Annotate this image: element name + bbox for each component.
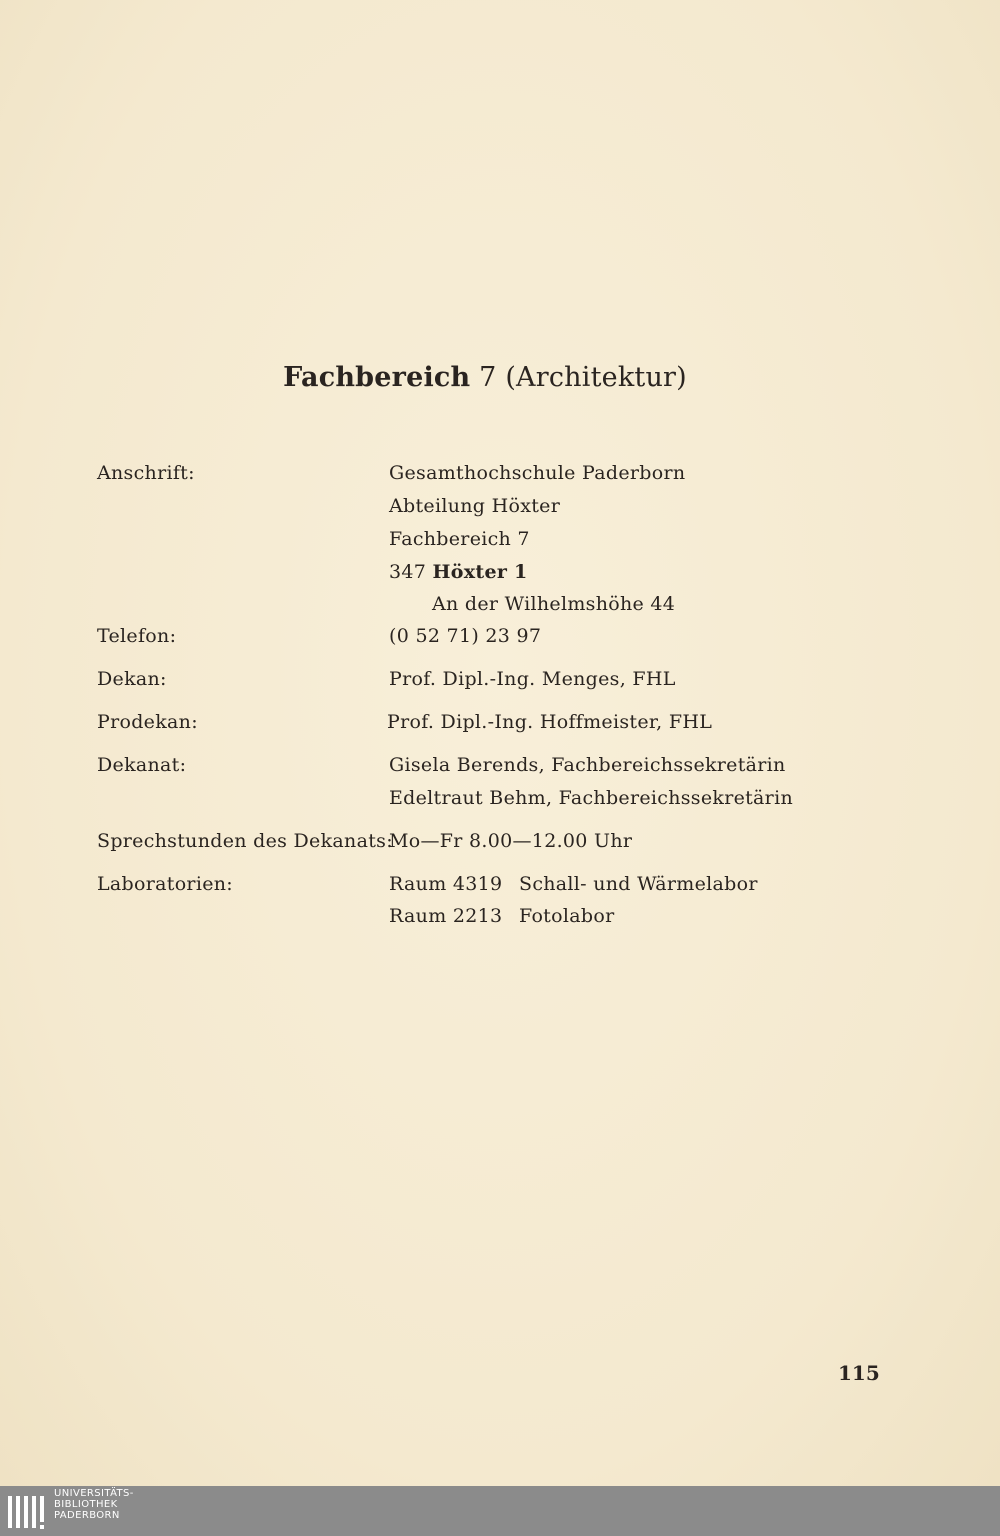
page-title-bold: Fachbereich [283, 362, 471, 393]
label-telefon: Telefon: [97, 625, 177, 647]
lab-name-2: Fotolabor [519, 905, 615, 927]
lab-name-1: Schall- und Wärmelabor [519, 873, 758, 895]
page-title-rest: 7 (Architektur) [470, 362, 687, 393]
dekanat-line-1: Gisela Berends, Fachbereichssekretärin [389, 754, 786, 776]
library-name-line-3: PADERBORN [54, 1510, 120, 1521]
address-postcode: 347 [389, 561, 427, 583]
value-telefon: (0 52 71) 23 97 [389, 625, 542, 647]
address-line-1: Gesamthochschule Paderborn [389, 462, 686, 484]
label-prodekan: Prodekan: [97, 711, 198, 733]
address-city: Höxter 1 [432, 561, 528, 583]
lab-room-1: Raum 4319 [389, 873, 503, 895]
dekanat-line-2: Edeltraut Behm, Fachbereichssekretärin [389, 787, 793, 809]
library-name [54, 1488, 134, 1521]
label-anschrift: Anschrift: [97, 462, 195, 484]
address-line-3: Fachbereich 7 [389, 528, 530, 550]
label-dekanat: Dekanat: [97, 754, 187, 776]
label-sprechstunden: Sprechstunden des Dekanats: [97, 830, 393, 852]
value-sprechstunden: Mo—Fr 8.00—12.00 Uhr [389, 830, 633, 852]
library-name-line-2: BIBLIOTHEK [54, 1499, 118, 1510]
library-footer-bar [0, 1486, 1000, 1536]
library-logo-icon [6, 1490, 48, 1532]
page-number: 115 [838, 1361, 880, 1385]
value-prodekan: Prof. Dipl.-Ing. Hoffmeister, FHL [387, 711, 713, 733]
label-dekan: Dekan: [97, 668, 167, 690]
label-laboratorien: Laboratorien: [97, 873, 233, 895]
page-title [0, 362, 970, 393]
lab-room-2: Raum 2213 [389, 905, 503, 927]
library-name-line-1: UNIVERSITÄTS- [54, 1488, 134, 1499]
address-city-line [389, 561, 528, 583]
address-line-2: Abteilung Höxter [389, 495, 561, 517]
value-dekan: Prof. Dipl.-Ing. Menges, FHL [389, 668, 676, 690]
address-street: An der Wilhelmshöhe 44 [432, 593, 676, 615]
